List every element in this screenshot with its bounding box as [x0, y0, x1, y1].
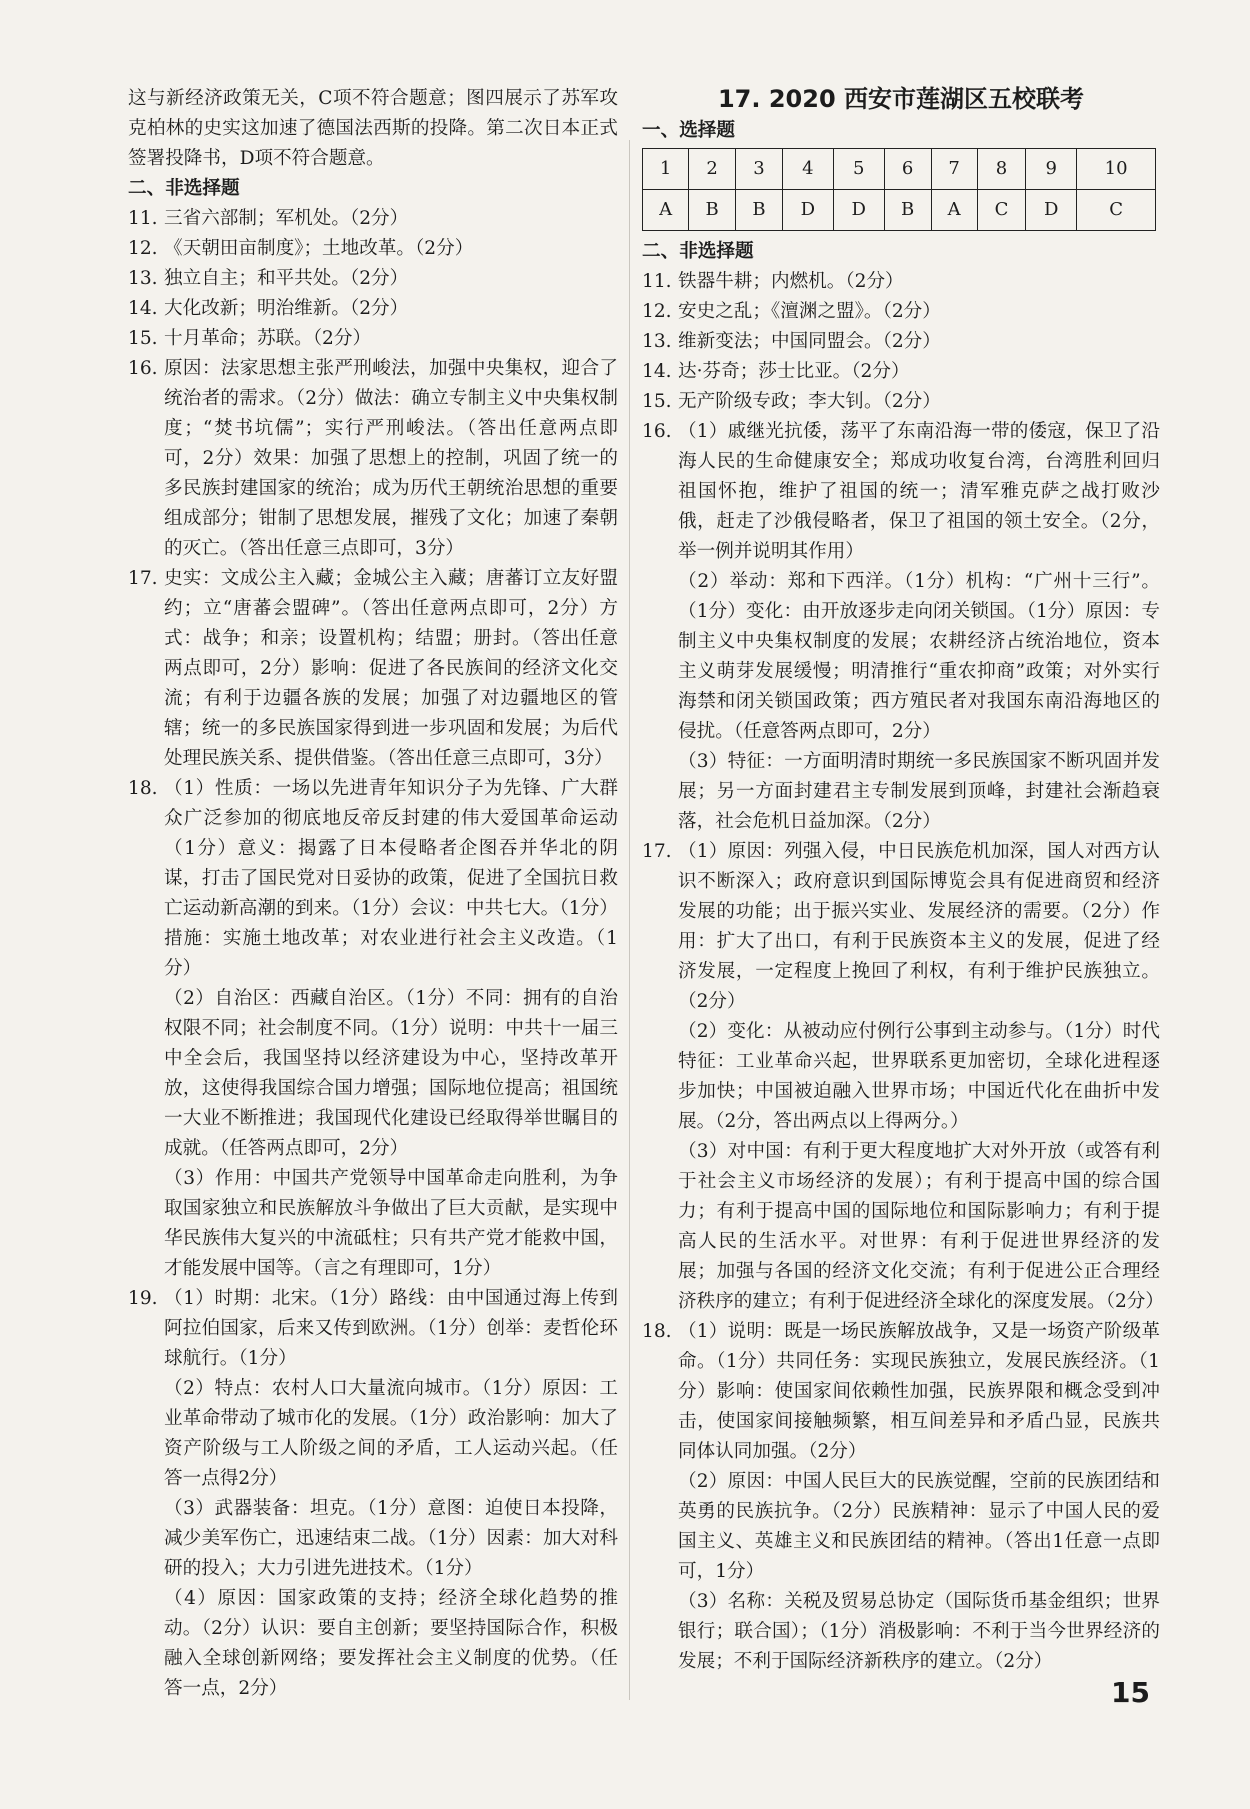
answer-part-4: （4）原因：国家政策的支持；经济全球化趋势的推动。（2分）认识：要自主创新；要坚持国际合作，积极融入全球创新网络；要发挥社会主义制度的优势。（任答一点，2分） — [164, 1588, 618, 1699]
answer-text: 史实：文成公主入藏；金城公主入藏；唐蕃订立友好盟约；立“唐蕃会盟碑”。（答出任意两点即可，2分）方式：战争；和亲；设置机构；结盟；册封。（答出任意两点即可，2分）影响：促进了各民族间的经济文化交流；有利于边疆各族的发展；加强了对边疆地区的管辖；统一的多民族国家得到进一步巩固和发展；为后代处理民族关系、提供借鉴。（答出任意三点即可，3分） — [164, 568, 618, 769]
table-cell: C — [977, 190, 1026, 231]
question-number: 19. — [128, 1288, 158, 1309]
question-number: 17. — [128, 568, 158, 589]
column-divider — [629, 140, 630, 1700]
table-cell: 4 — [782, 149, 833, 190]
answer-part-1: （1）时期：北宋。（1分）路线：由中国通过海上传到阿拉伯国家，后来又传到欧洲。（1分）创举：麦哲伦环球航行。（1分） — [164, 1288, 618, 1369]
right-column — [642, 84, 1164, 1677]
table-cell: B — [736, 190, 783, 231]
left-q14 — [128, 294, 618, 324]
table-cell: D — [1026, 190, 1077, 231]
question-number: 13. — [128, 268, 158, 289]
table-cell: 9 — [1026, 149, 1077, 190]
question-number: 11. — [642, 271, 672, 292]
exam-title: 17. 2020 西安市莲湖区五校联考 — [717, 85, 1085, 113]
table-cell: A — [643, 190, 689, 231]
answer-part-2: （2）原因：中国人民巨大的民族觉醒，空前的民族团结和英勇的民族抗争。（2分）民族精神：显示了中国人民的爱国主义、英雄主义和民族团结的精神。（答出1任意一点即可，1分） — [678, 1471, 1160, 1582]
table-cell: C — [1077, 190, 1156, 231]
question-number: 17. — [642, 841, 672, 862]
answer-part-2: （2）自治区：西藏自治区。（1分）不同：拥有的自治权限不同；社会制度不同。（1分）说明：中共十一届三中全会后，我国坚持以经济建设为中心，坚持改革开放，这使得我国综合国力增强；国际地位提高；祖国统一大业不断推进；我国现代化建设已经取得举世瞩目的成就。（任答两点即可，2分） — [164, 988, 618, 1159]
answer-text: 《天朝田亩制度》；土地改革。（2分） — [164, 238, 474, 259]
answer-part-3: （3）作用：中国共产党领导中国革命走向胜利，为争取国家独立和民族解放斗争做出了巨大贡献，是实现中华民族伟大复兴的中流砥柱；只有共产党才能救中国，才能发展中国等。（言之有理即可，1分） — [164, 1168, 618, 1279]
page-number: 15 — [1111, 1676, 1150, 1709]
answer-part-2: （2）特点：农村人口大量流向城市。（1分）原因：工业革命带动了城市化的发展。（1分）政治影响：加大了资产阶级与工人阶级之间的矛盾，工人运动兴起。（任答一点得2分） — [164, 1378, 618, 1489]
right-q12 — [642, 297, 1160, 327]
right-q11 — [642, 267, 1160, 297]
answer-text: 安史之乱；《澶渊之盟》。（2分） — [678, 301, 941, 322]
right-q17 — [642, 837, 1164, 1317]
table-cell: 6 — [884, 149, 931, 190]
table-cell: 1 — [643, 149, 689, 190]
answer-part-1: （1）原因：列强入侵，中日民族危机加深，国人对西方认识不断深入；政府意识到国际博览会具有促进商贸和经济发展的功能；出于振兴实业、发展经济的需要。（2分）作用：扩大了出口，有利于民族资本主义的发展，促进了经济发展，一定程度上挽回了利权，有利于维护民族独立。（2分） — [678, 841, 1160, 1012]
answer-text: 独立自主；和平共处。（2分） — [164, 268, 409, 289]
answer-text: 铁器牛耕；内燃机。（2分） — [678, 271, 904, 292]
question-number: 13. — [642, 331, 672, 352]
question-number: 15. — [642, 391, 672, 412]
answer-table — [642, 148, 1156, 231]
table-cell: B — [689, 190, 736, 231]
answer-text: 维新变法；中国同盟会。（2分） — [678, 331, 941, 352]
left-q13 — [128, 264, 618, 294]
left-column — [128, 84, 618, 1704]
left-q18 — [128, 774, 618, 1284]
table-cell: 10 — [1077, 149, 1156, 190]
section-heading-nonchoice-left: 二、非选择题 — [128, 178, 240, 199]
section-heading-choice: 一、选择题 — [642, 120, 735, 141]
answer-part-1: （1）说明：既是一场民族解放战争，又是一场资产阶级革命。（1分）共同任务：实现民族独立，发展民族经济。（1分）影响：使国家间依赖性加强，民族界限和概念受到冲击，使国家间接触频繁，相互间差异和矛盾凸显，民族共同体认同加强。（2分） — [678, 1321, 1160, 1462]
table-cell: D — [833, 190, 884, 231]
left-q16 — [128, 354, 618, 564]
left-q17 — [128, 564, 618, 774]
question-number: 18. — [642, 1321, 672, 1342]
answer-table-answer-row — [643, 190, 1156, 231]
right-q16 — [642, 417, 1160, 837]
answer-text: 原因：法家思想主张严刑峻法，加强中央集权，迎合了统治者的需求。（2分）做法：确立专制主义中央集权制度；“焚书坑儒”；实行严刑峻法。（答出任意两点即可，2分）效果：加强了思想上的控制，巩固了统一的多民族封建国家的统治；成为历代王朝统治思想的重要组成部分；钳制了思想发展，摧残了文化；加速了秦朝的灭亡。（答出任意三点即可，3分） — [164, 358, 618, 559]
answer-part-1: （1）性质：一场以先进青年知识分子为先锋、广大群众广泛参加的彻底地反帝反封建的伟大爱国革命运动（1分）意义：揭露了日本侵略者企图吞并华北的阴谋，打击了国民党对日妥协的政策，促进了全国抗日救亡运动新高潮的到来。（1分）会议：中共七大。（1分）措施：实施土地改革；对农业进行社会主义改造。（1分） — [164, 778, 618, 979]
question-number: 12. — [642, 301, 672, 322]
question-number: 18. — [128, 778, 158, 799]
left-q15 — [128, 324, 618, 354]
answer-part-1: （1）戚继光抗倭，荡平了东南沿海一带的倭寇，保卫了沿海人民的生命健康安全；郑成功收复台湾，台湾胜利回归祖国怀抱，维护了祖国的统一；清军雅克萨之战打败沙俄，赶走了沙俄侵略者，保卫了祖国的领土安全。（2分，举一例并说明其作用） — [678, 421, 1160, 562]
table-cell: 5 — [833, 149, 884, 190]
answer-text: 三省六部制；军机处。（2分） — [164, 208, 409, 229]
answer-text: 无产阶级专政；李大钊。（2分） — [678, 391, 941, 412]
answer-text: 大化改新；明治维新。（2分） — [164, 298, 409, 319]
answer-text: 达·芬奇；莎士比亚。（2分） — [678, 361, 910, 382]
answer-part-3: （3）对中国：有利于更大程度地扩大对外开放（或答有利于社会主义市场经济的发展）；有利于提高中国的综合国力；有利于提高中国的国际地位和国际影响力；有利于提高人民的生活水平。对世界：有利于促进世界经济的发展；加强与各国的经济文化交流；有利于促进公正合理经济秩序的建立；有利于促进经济全球化的深度发展。（2分） — [678, 1141, 1164, 1312]
table-cell: 7 — [931, 149, 977, 190]
question-number: 14. — [642, 361, 672, 382]
section-heading-nonchoice-right: 二、非选择题 — [642, 241, 754, 262]
question-number: 16. — [642, 421, 672, 442]
table-cell: B — [884, 190, 931, 231]
question-number: 11. — [128, 208, 158, 229]
answer-table-number-row — [643, 149, 1156, 190]
right-q15 — [642, 387, 1160, 417]
table-cell: 2 — [689, 149, 736, 190]
answer-part-2: （2）变化：从被动应付例行公事到主动参与。（1分）时代特征：工业革命兴起，世界联系更加密切，全球化进程逐步加快；中国被迫融入世界市场；中国近代化在曲折中发展。（2分，答出两点以上得两分。） — [678, 1021, 1160, 1132]
answer-text: 十月革命；苏联。（2分） — [164, 328, 372, 349]
intro-paragraph: 这与新经济政策无关，C项不符合题意；图四展示了苏军攻克柏林的史实这加速了德国法西斯的投降。第二次日本正式签署投降书，D项不符合题意。 — [128, 88, 618, 169]
table-cell: A — [931, 190, 977, 231]
left-q12 — [128, 234, 618, 264]
answer-part-3: （3）名称：关税及贸易总协定（国际货币基金组织；世界银行；联合国）；（1分）消极影响：不利于当今世界经济的发展；不利于国际经济新秩序的建立。（2分） — [678, 1591, 1160, 1672]
table-cell: D — [782, 190, 833, 231]
table-cell: 8 — [977, 149, 1026, 190]
answer-part-3: （3）武器装备：坦克。（1分）意图：迫使日本投降，减少美军伤亡，迅速结束二战。（1分）因素：加大对科研的投入；大力引进先进技术。（1分） — [164, 1498, 618, 1579]
question-number: 16. — [128, 358, 158, 379]
question-number: 12. — [128, 238, 158, 259]
right-q14 — [642, 357, 1160, 387]
right-q18 — [642, 1317, 1160, 1677]
left-q19 — [128, 1284, 618, 1704]
answer-part-2: （2）举动：郑和下西洋。（1分）机构：“广州十三行”。（1分）变化：由开放逐步走向闭关锁国。（1分）原因：专制主义中央集权制度的发展；农耕经济占统治地位，资本主义萌芽发展缓慢；明清推行“重农抑商”政策；对外实行海禁和闭关锁国政策；西方殖民者对我国东南沿海地区的侵扰。（任意答两点即可，2分） — [678, 571, 1160, 742]
question-number: 14. — [128, 298, 158, 319]
left-q11 — [128, 204, 618, 234]
answer-part-3: （3）特征：一方面明清时期统一多民族国家不断巩固并发展；另一方面封建君主专制发展到顶峰，封建社会渐趋衰落，社会危机日益加深。（2分） — [678, 751, 1160, 832]
table-cell: 3 — [736, 149, 783, 190]
right-q13 — [642, 327, 1160, 357]
question-number: 15. — [128, 328, 158, 349]
